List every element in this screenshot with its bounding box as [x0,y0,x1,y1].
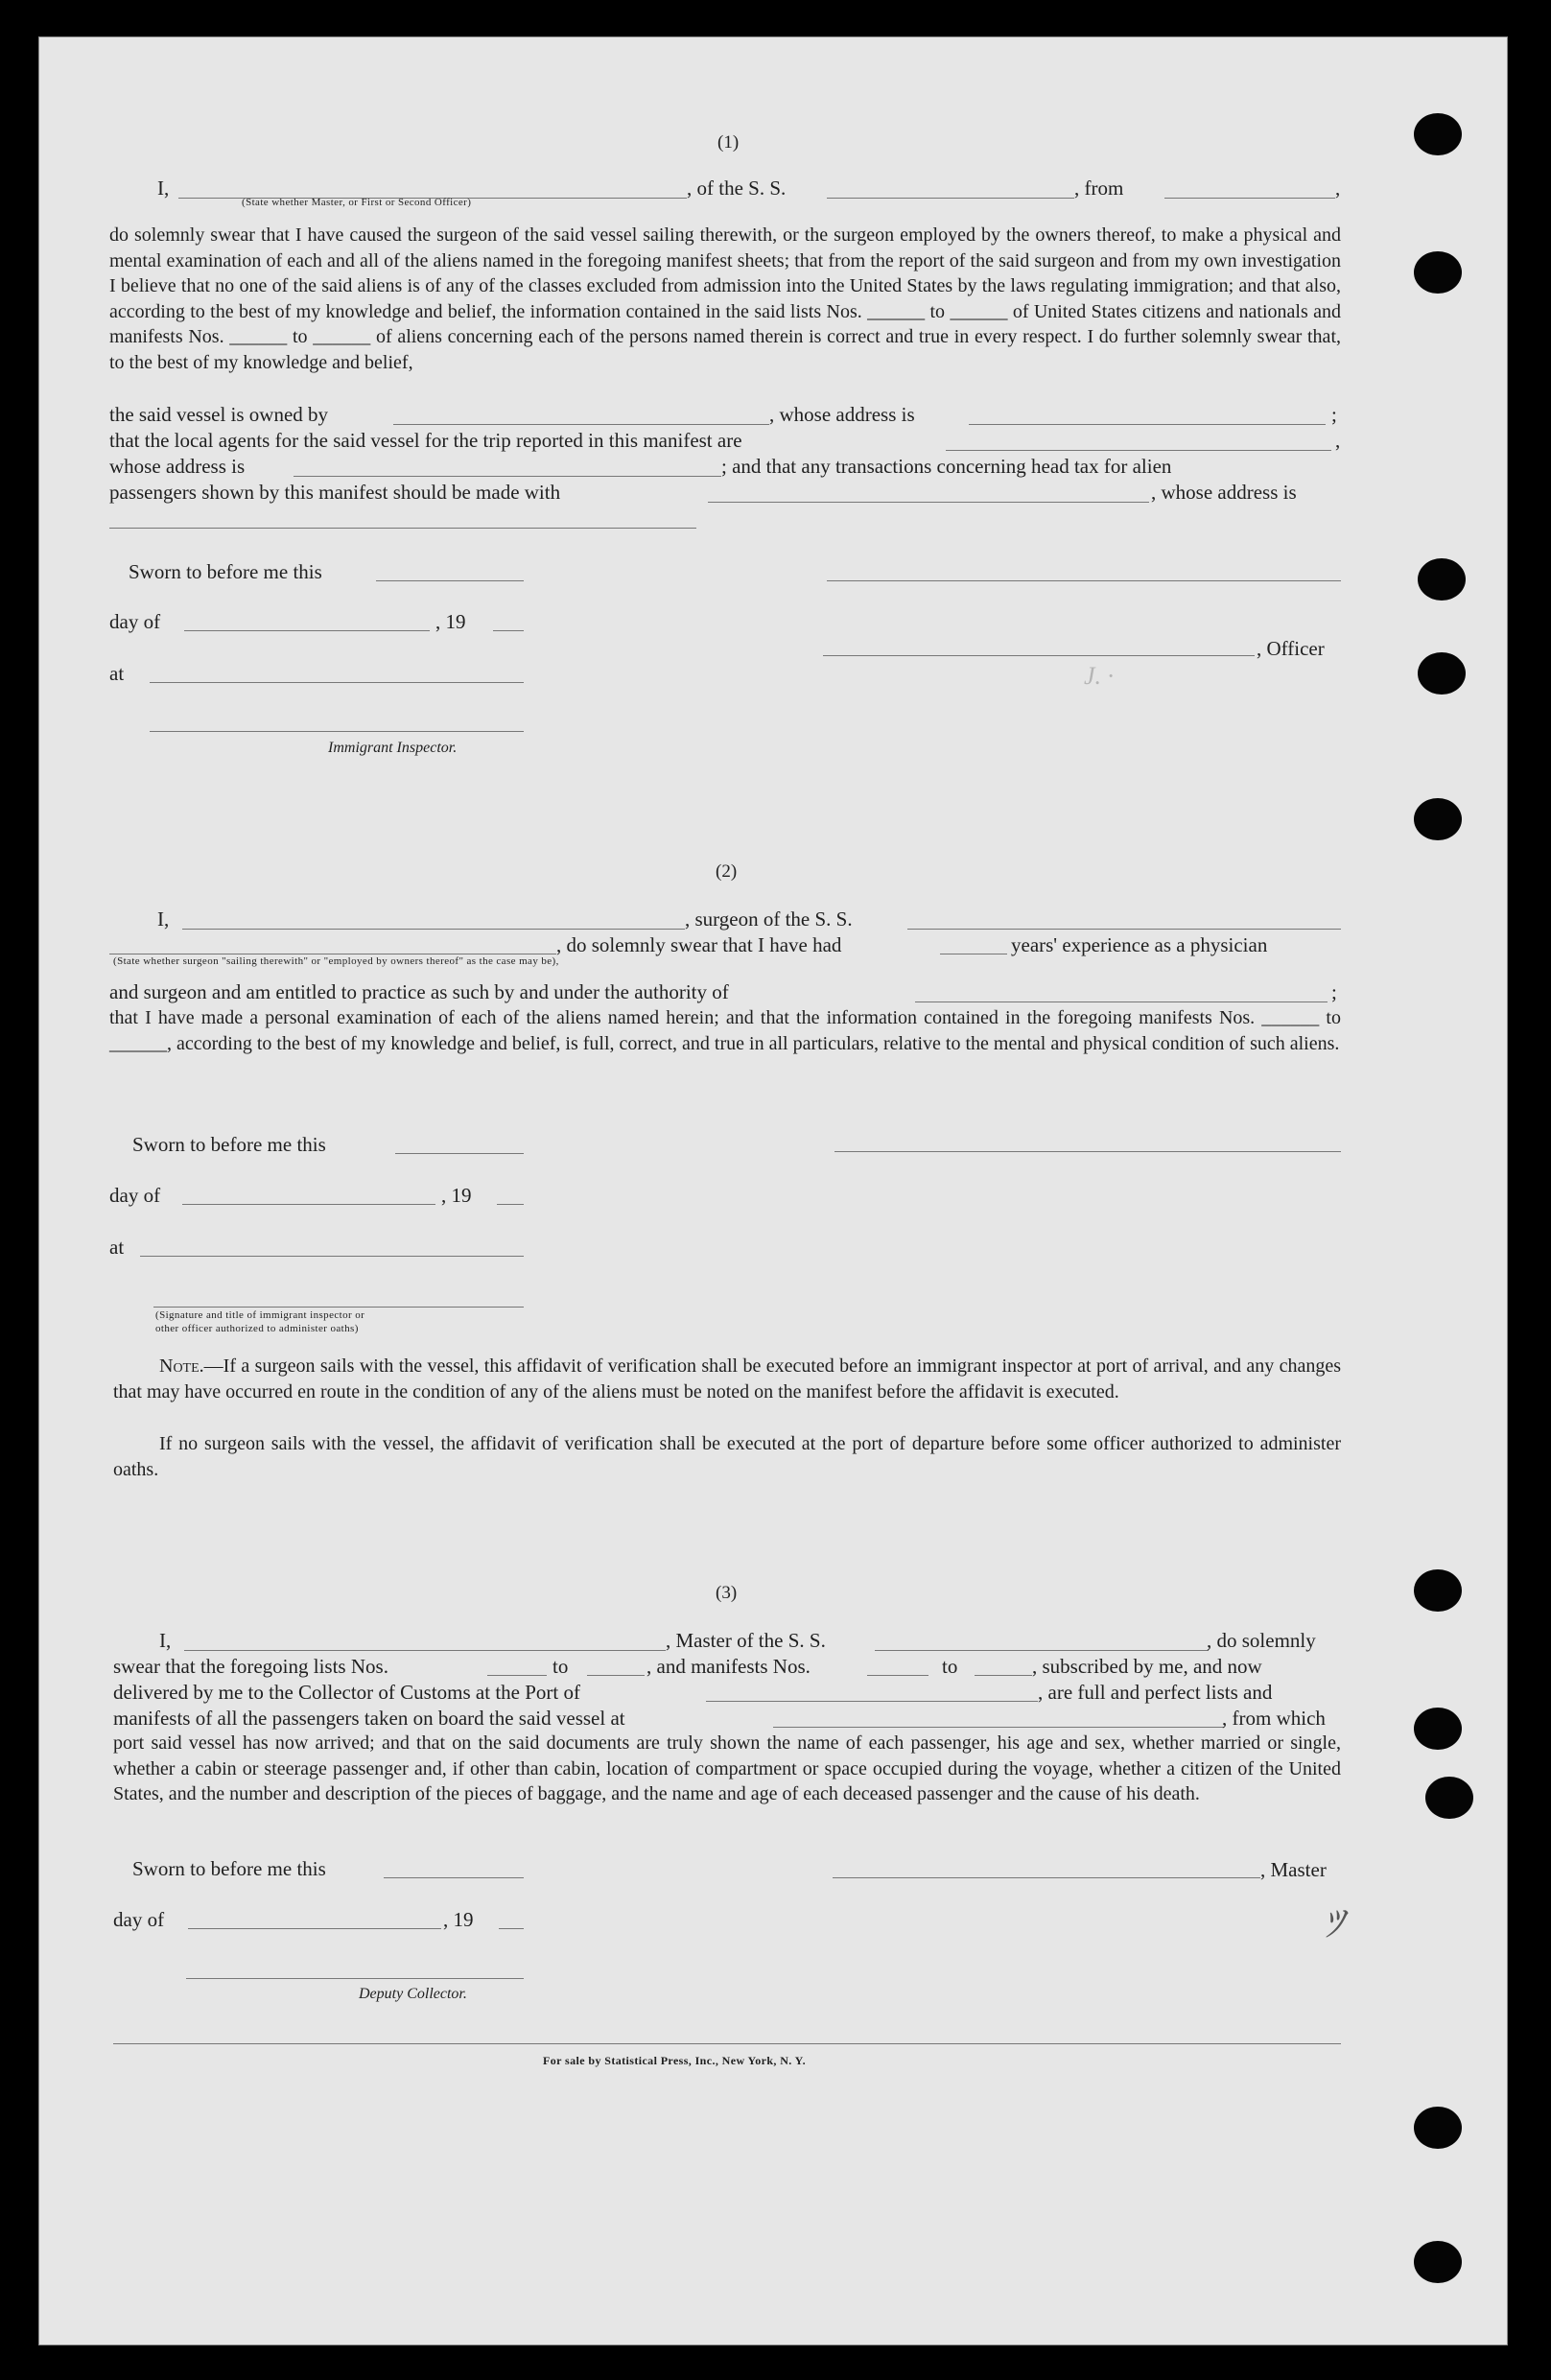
binder-hole [1414,798,1462,840]
s3-year: , 19 [443,1908,474,1931]
s3-sworn: Sworn to before me this [132,1857,326,1880]
binder-hole [1414,2107,1462,2149]
section-2-number: (2) [716,861,738,882]
s3-master-of: , Master of the S. S. [666,1629,826,1652]
s1-semicolon: ; [1331,403,1337,426]
s1-i: I, [157,177,170,200]
s1-year: , 19 [435,610,466,633]
s2-surgeon-of: , surgeon of the S. S. [685,907,853,931]
s2-oath-text: that I have made a personal examination of each of the aliens named herein; and that the information contained in the foregoing manifests Nos. ______ to ______, according to the best of my knowledge and belief, is full, correct, and true in all particulars, relative to the mental and physical condition of such aliens. [109,1007,1341,1054]
s3-full-lists: , are full and perfect lists and [1038,1681,1273,1704]
binder-hole [1414,113,1462,155]
section-1-number: (1) [717,132,740,153]
s1-officer: , Officer [1257,637,1325,660]
s3-oath-text: port said vessel has now arrived; and that on the said documents are truly shown the name of each passenger, his age and sex, whether married or single, whether a cabin or steerage passenger and, if other than cabin, location of compartment or space occupied during the voyage, whether a citizen of the United States, and the number and description of the pieces of baggage, and the name and age of each deceased passenger and the cause of his death. [113,1732,1341,1804]
s1-whose-address-2: , whose address is [1151,481,1297,504]
s1-agents-comma: , [1335,429,1341,452]
s1-day-of: day of [109,610,161,633]
s2-do-solemnly: , do solemnly swear that I have had [556,933,842,956]
s1-of-ss: , of the S. S. [687,177,787,200]
s1-whose-address: whose address is [109,455,246,478]
s3-deputy-collector: Deputy Collector. [359,1986,467,2002]
s1-owned-by: the said vessel is owned by [109,403,329,426]
s2-practice: and surgeon and am entitled to practice as such by and under the authority of [109,980,729,1003]
s2-semicolon: ; [1331,980,1337,1003]
binder-hole [1418,652,1466,695]
s3-do-solemnly: , do solemnly [1207,1629,1316,1652]
s1-immigrant-inspector: Immigrant Inspector. [328,740,458,756]
binder-hole [1414,2241,1462,2283]
s1-owned-address: , whose address is [769,403,915,426]
binder-hole [1414,1708,1462,1750]
s2-title-note: (State whether surgeon "sailing therewith" or "employed by owners thereof" as the case may be), [113,955,559,967]
binder-hole [1418,558,1466,601]
s1-local-agents: that the local agents for the said vessel for the trip reported in this manifest are [109,429,742,452]
s3-master: , Master [1260,1858,1327,1881]
section-3-number: (3) [716,1583,738,1603]
manifest-verification-page [38,36,1508,2345]
s2-at: at [109,1236,125,1259]
s1-head-tax: ; and that any transactions concerning head tax for alien [721,455,1172,478]
s3-delivered: delivered by me to the Collector of Customs at the Port of [113,1681,580,1704]
s2-note-label: Note. [159,1355,204,1377]
binder-hole [1414,251,1462,294]
s1-oath-text: do solemnly swear that I have caused the surgeon of the said vessel sailing therewith, or the surgeon employed by the owners thereof, to make a physical and mental examination of each and all of the aliens named in the foregoing manifest sheets; that from the report of the said surgeon and from my own investigation I believe that no one of the said aliens is of any of the classes excluded from admission into the United States by the laws regulating immigration; and that also, according to the best of my knowledge and belief, the information contained in the said lists Nos. ______ to ______ of United States citizens and nationals and manifests Nos. ______ to ______ of aliens concerning each of the persons named therein is correct and true in every respect. I do further solemnly swear that, to the best of my knowledge and belief, [109,224,1341,373]
s3-day-of: day of [113,1908,165,1931]
binder-hole [1425,1777,1473,1819]
s3-subscribed: , subscribed by me, and now [1032,1655,1262,1678]
s3-manifests-nos: , and manifests Nos. [646,1655,811,1678]
s3-from-which: , from which [1222,1707,1326,1730]
s2-signature-note-2: other officer authorized to administer oaths) [155,1323,359,1334]
s1-from: , from [1074,177,1124,200]
s2-day-of: day of [109,1184,161,1207]
s1-comma: , [1335,177,1341,200]
s2-years-experience: years' experience as a physician [1011,933,1268,956]
s1-at: at [109,662,125,685]
s2-note-2: If no surgeon sails with the vessel, the affidavit of verification shall be executed at the port of departure before some officer authorized to administer oaths. [113,1433,1341,1480]
s3-to-1: to [552,1655,569,1678]
s1-sworn: Sworn to before me this [129,560,322,583]
s2-note [113,1354,1341,1404]
s1-passengers: passengers shown by this manifest should be made with [109,481,561,504]
s2-signature-note-1: (Signature and title of immigrant inspector or [155,1309,365,1321]
binder-hole [1414,1569,1462,1612]
s3-to-2: to [942,1655,958,1678]
s2-sworn: Sworn to before me this [132,1133,326,1156]
pencil-mark: ﾂ [1324,1902,1343,1945]
s3-i: I, [159,1629,172,1652]
s2-i: I, [157,907,170,931]
s3-manifests-all: manifests of all the passengers taken on board the said vessel at [113,1707,625,1730]
printer-imprint: For sale by Statistical Press, Inc., New York, N. Y. [543,2054,807,2067]
s2-note-text: —If a surgeon sails with the vessel, this affidavit of verification shall be executed before an immigrant inspector at port of arrival, and any changes that may have occurred en route in the condition of any of the aliens must be noted on the manifest before the affidavit is executed. [113,1355,1341,1402]
pencil-mark: J. · [1084,662,1115,690]
s2-year: , 19 [441,1184,472,1207]
s1-title-note: (State whether Master, or First or Second Officer) [242,197,472,208]
s3-swear-lists: swear that the foregoing lists Nos. [113,1655,388,1678]
